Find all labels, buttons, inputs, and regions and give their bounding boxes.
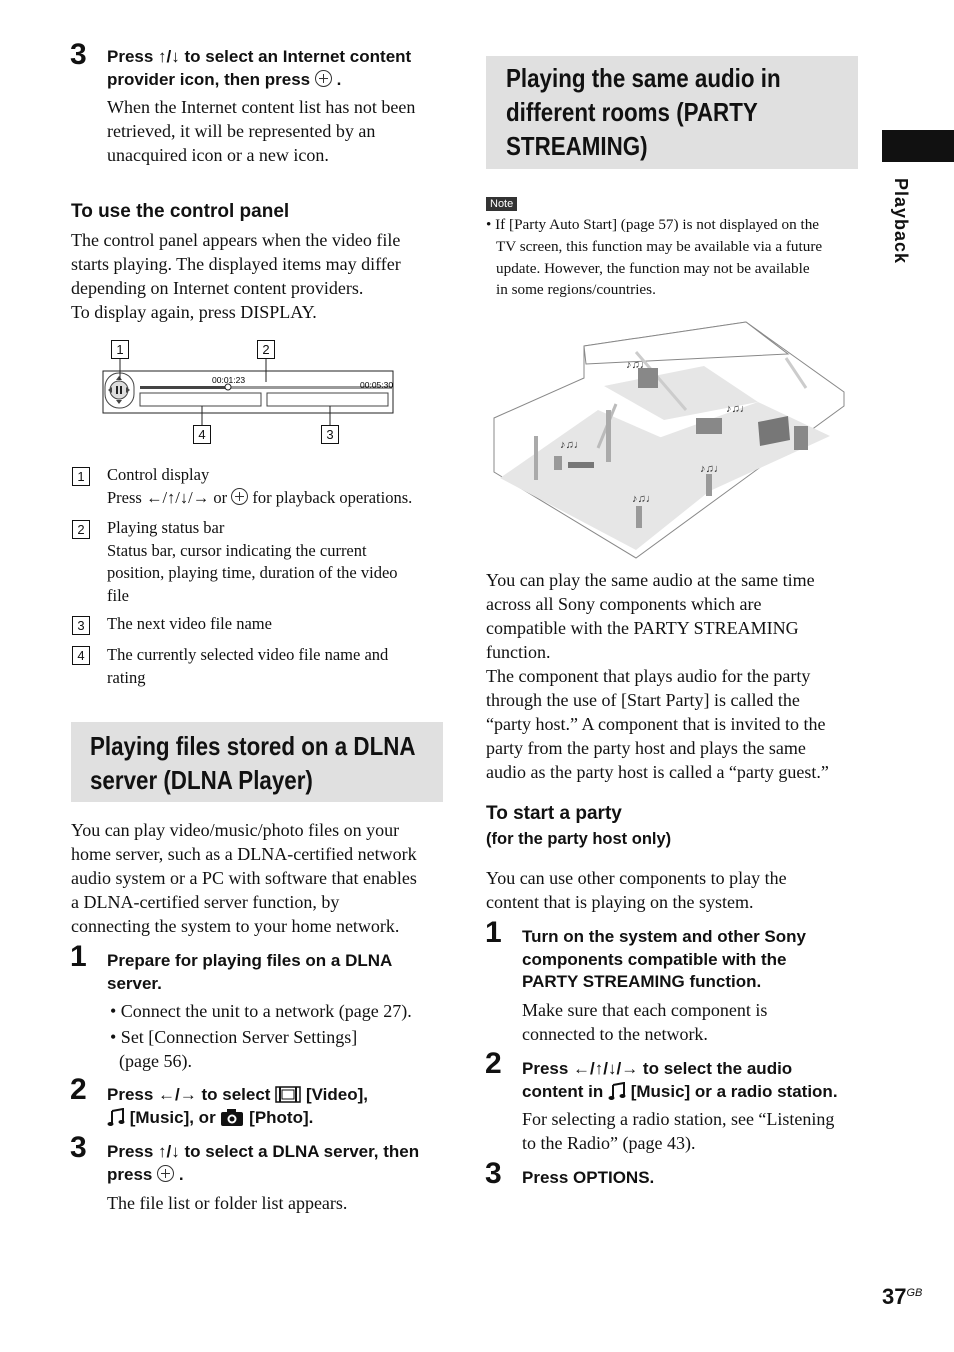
video-icon [275, 1086, 301, 1103]
callout-4: 4 [193, 425, 211, 444]
control-panel-heading: To use the control panel [71, 201, 290, 222]
start-party-subheading: (for the party host only) [486, 830, 672, 848]
step-description: Make sure that each component is connected to the network. [522, 1000, 768, 1044]
section-label: Playback [891, 178, 911, 265]
start-party-intro: You can use other components to play the content that is playing on the system. [486, 868, 787, 912]
note-text: • If [Party Auto Start] (page 57) is not displayed on the TV screen, this function may be available via a future update. However, the function may not be available in some regions/countries. [486, 216, 823, 299]
step-number: 3 [70, 38, 87, 71]
callout-2: 2 [257, 340, 275, 359]
legend-num-4: 4 [72, 646, 90, 665]
step-number: 3 [70, 1131, 87, 1164]
time-current: 00:01:23 [212, 375, 246, 385]
music-icon [608, 1082, 626, 1100]
page-number: $37^{GB}$ [882, 1284, 923, 1309]
step-heading: Press ←/↑/↓/→ to select the audio content in [Music] or a radio station. [522, 1059, 838, 1101]
step-number: 1 [70, 940, 87, 973]
photo-icon [220, 1108, 244, 1127]
step-number: 1 [485, 916, 502, 949]
step-bullets: • Connect the unit to a network (page 27). • Set [Connection Server Settings] (page 56). [110, 1001, 412, 1071]
svg-text:♪♫♩: ♪♫♩ [700, 463, 725, 475]
step-number: 2 [485, 1047, 502, 1080]
enter-button-icon [157, 1165, 174, 1182]
control-panel-figure [100, 336, 400, 448]
legend-num-2: 2 [72, 520, 90, 539]
dlna-intro: You can play video/music/photo files on your home server, such as a DLNA-certified network audio system or a PC with software that enables a DLNA-certified server function, by connecting the system to your home network. [71, 820, 417, 936]
party-section-banner: Playing the same audio in different rooms (PARTY STREAMING) [486, 56, 858, 169]
svg-text:♪♫♩: ♪♫♩ [632, 493, 657, 505]
svg-text:♪♫♩: ♪♫♩ [560, 439, 585, 451]
callout-3: 3 [321, 425, 339, 444]
step-heading: Press ↑/↓ to select an Internet content provider icon, then press . [107, 47, 412, 89]
legend-item-4: The currently selected video file name and rating [107, 645, 389, 687]
note-badge: Note [486, 197, 517, 211]
step-number: 2 [70, 1073, 87, 1106]
party-streaming-illustration [486, 318, 858, 563]
legend-num-3: 3 [72, 616, 90, 635]
svg-text:♪♫♩: ♪♫♩ [726, 403, 751, 415]
step-heading: Turn on the system and other Sony components compatible with the PARTY STREAMING function. [522, 927, 806, 991]
step-description: When the Internet content list has not been retrieved, it will be represented by an unacquired icon or a new icon. [107, 97, 416, 165]
control-panel-description: The control panel appears when the video file starts playing. The displayed items may differ depending on Internet content providers. To display again, press DISPLAY. [71, 230, 401, 322]
music-icon [107, 1108, 125, 1126]
start-party-heading: To start a party [486, 803, 622, 824]
step-number: 3 [485, 1157, 502, 1190]
step-description: The file list or folder list appears. [107, 1193, 348, 1213]
dlna-section-banner: Playing files stored on a DLNA server (DLNA Player) [71, 722, 443, 802]
enter-button-icon [231, 488, 248, 505]
party-intro: You can play the same audio at the same time across all Sony components which are compatible with the PARTY STREAMING function. The component that plays audio for the party through the use of [Start Party] is called the “party host.” A component that is invited to the party from the party host and plays the same audio as the party host is called a “party guest.” [486, 570, 829, 782]
step-heading: Press ↑/↓ to select a DLNA server, then press . [107, 1142, 420, 1184]
callout-1: 1 [111, 340, 129, 359]
step-heading: Press ←/→ to select [Video], [Music], or [Photo]. [107, 1085, 368, 1127]
svg-text:♪♫♩: ♪♫♩ [626, 359, 651, 371]
legend-item-3: The next video file name [107, 614, 272, 633]
step-heading: Press OPTIONS. [522, 1168, 655, 1187]
legend-item-2: Playing status bar Status bar, cursor indicating the current position, playing time, duration of the video file [107, 518, 398, 605]
section-tab-marker [882, 130, 954, 162]
step-description: For selecting a radio station, see “Listening to the Radio” (page 43). [522, 1109, 835, 1153]
legend-num-1: 1 [72, 467, 90, 486]
enter-button-icon [315, 70, 332, 87]
time-total: 00:05:30 [360, 380, 394, 390]
step-heading: Prepare for playing files on a DLNA server. [107, 951, 393, 993]
legend-item-1: Control display Press ←/↑/↓/→ or for playback operations. [107, 465, 413, 507]
